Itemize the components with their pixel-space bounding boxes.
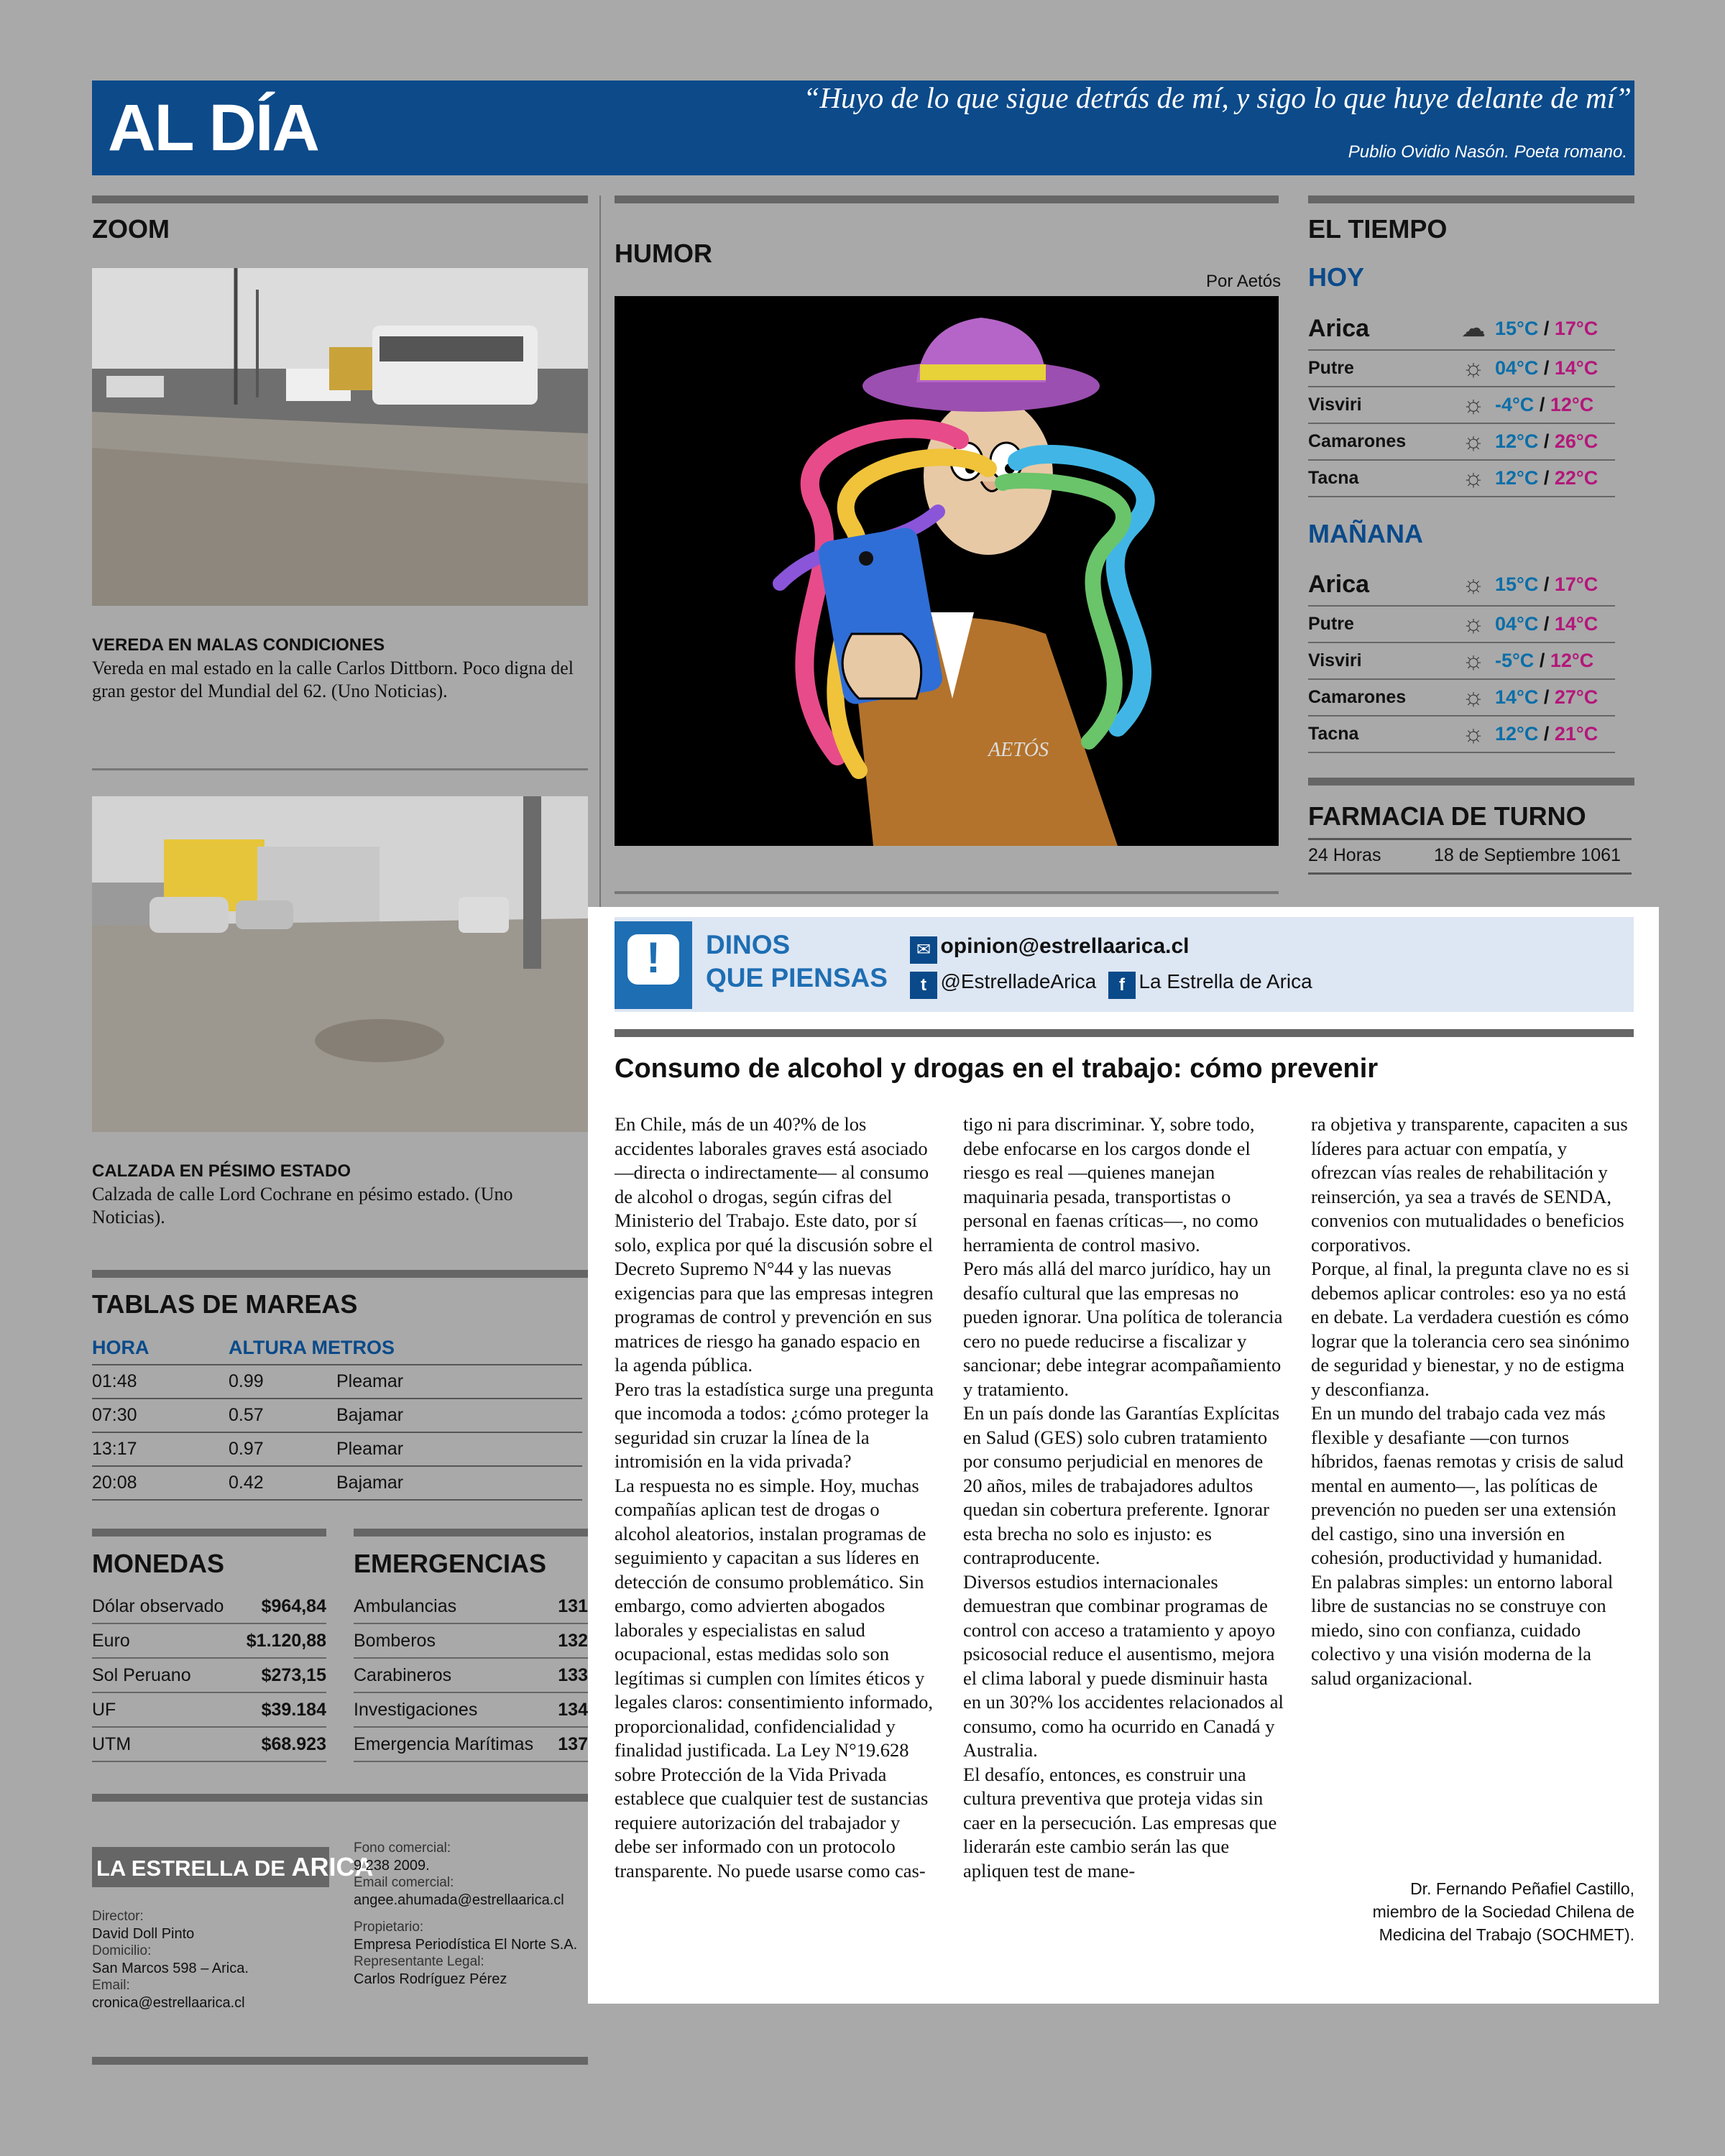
weather-city: Visviri <box>1308 650 1362 671</box>
temp-max: 14°C <box>1554 357 1598 379</box>
domicilio-value: San Marcos 598 – Arica. <box>92 1961 249 1976</box>
contact-facebook[interactable] <box>1108 970 1312 999</box>
contact-email[interactable] <box>910 934 1190 964</box>
emergency-number: 134 <box>558 1699 588 1720</box>
temp-min: 12°C <box>1495 430 1539 452</box>
emergencies-bar <box>354 1529 588 1537</box>
weather-title: EL TIEMPO <box>1308 214 1448 244</box>
zoom-bar <box>92 195 588 203</box>
currencies-list <box>92 1590 326 1762</box>
fono-value: 9 238 2009. <box>354 1858 430 1874</box>
tide-type: Pleamar <box>336 1432 582 1466</box>
weather-row <box>1308 680 1615 717</box>
pharmacy-address: 18 de Septiembre 1061 <box>1434 845 1621 865</box>
temp-separator: / <box>1543 430 1550 452</box>
emergency-name: Bomberos <box>354 1630 436 1651</box>
tide-height: 0.57 <box>229 1399 336 1432</box>
temp-min: 04°C <box>1495 357 1539 379</box>
temp-min: 15°C <box>1495 573 1539 595</box>
weather-tomorrow-label: MAÑANA <box>1308 519 1423 548</box>
tides-col-hour: HORA <box>92 1331 229 1365</box>
credits-right <box>354 1840 591 1988</box>
temp-separator: / <box>1543 467 1550 489</box>
temp-min: 15°C <box>1495 317 1539 339</box>
weather-city: Tacna <box>1308 724 1359 744</box>
sun-icon: ☼ <box>1462 391 1485 418</box>
zoom-caption-2: Calzada de calle Lord Cochrane en pésimo estado. (Uno Noticias). <box>92 1184 513 1227</box>
weather-city: Arica <box>1308 314 1370 342</box>
emergency-number: 133 <box>558 1664 588 1685</box>
tide-type: Bajamar <box>336 1466 582 1500</box>
temp-max: 12°C <box>1550 650 1594 671</box>
logo-text-b: ARICA <box>291 1852 374 1881</box>
currency-name: Sol Peruano <box>92 1664 191 1685</box>
currency-value: $39.184 <box>261 1699 326 1720</box>
article-column-3 <box>1311 1112 1634 1690</box>
tide-type: Bajamar <box>336 1399 582 1432</box>
article-column-1 <box>615 1112 938 1883</box>
temp-min: 12°C <box>1495 723 1539 745</box>
currency-value: $273,15 <box>261 1664 326 1685</box>
currency-name: UTM <box>92 1733 132 1754</box>
credits-bar <box>92 1794 588 1802</box>
domicilio-label: Domicilio: <box>92 1943 152 1958</box>
cartoon <box>615 296 1279 846</box>
table-row <box>92 1399 582 1432</box>
emergency-number: 137 <box>558 1733 588 1754</box>
pharmacy-divider-bottom <box>1308 872 1632 875</box>
currency-name: Euro <box>92 1630 130 1651</box>
twitter-icon: t <box>910 972 937 999</box>
director-label: Director: <box>92 1909 144 1924</box>
temp-min: 12°C <box>1495 467 1539 489</box>
weather-city: Visviri <box>1308 395 1362 415</box>
author-line-3: Medicina del Trabajo (SOCHMET). <box>1379 1925 1634 1944</box>
facebook-icon: f <box>1108 972 1136 999</box>
dinos-badge <box>615 921 692 1009</box>
paragraph: El desafío, entonces, es construir una cultura preventiva que proteja vidas sin caer en la persecución. Las empresas que liderarán este cambio serán las que apliquen test de mane- <box>963 1763 1277 1881</box>
tide-hour: 13:17 <box>92 1432 229 1466</box>
emergency-name: Carabineros <box>354 1664 452 1685</box>
representante-value: Carlos Rodríguez Pérez <box>354 1971 507 1987</box>
tide-height: 0.97 <box>229 1432 336 1466</box>
humor-bar <box>615 195 1279 203</box>
temp-max: 17°C <box>1554 573 1598 595</box>
list-item <box>92 1693 326 1728</box>
envelope-icon: ✉ <box>910 936 937 964</box>
emergency-name: Investigaciones <box>354 1699 478 1720</box>
zoom-divider <box>92 768 588 770</box>
temp-separator: / <box>1543 686 1550 708</box>
weather-row <box>1308 563 1615 607</box>
fono-label: Fono comercial: <box>354 1841 451 1856</box>
weather-row <box>1308 424 1615 461</box>
list-item <box>354 1728 588 1762</box>
temp-separator: / <box>1543 317 1550 339</box>
pharmacy-bar <box>1308 778 1634 786</box>
paragraph: En palabras simples: un entorno laboral libre de sustancias no se construye con miedo, sino con confianza, cuidado colectivo y una visión moderna de la salud organizacional. <box>1311 1570 1614 1689</box>
temp-min: -4°C <box>1495 394 1535 415</box>
weather-row <box>1308 643 1615 680</box>
currency-value: $68.923 <box>261 1733 326 1754</box>
sun-icon: ☼ <box>1462 464 1485 492</box>
zoom-title: ZOOM <box>92 214 170 244</box>
weather-row <box>1308 607 1615 643</box>
zoom-caption-1: Vereda en mal estado en la calle Carlos Dittborn. Poco digna del gran gestor del Mundial del 62. (Uno Noticias). <box>92 658 574 701</box>
weather-tomorrow-list <box>1308 563 1615 753</box>
emergency-name: Emergencia Marítimas <box>354 1733 534 1754</box>
credits-bottom-bar <box>92 2057 588 2065</box>
temp-separator: / <box>1539 394 1545 415</box>
paragraph: Diversos estudios internacionales demuestran que combinar programas de control con acceso a tratamiento y apoyo psicosocial reduce el ausentismo, mejora el clima laboral y puede disminuir hasta en un 30?% los accidentes relacionados al consumo, como ha ocurrido en Canadá y Australia. <box>963 1570 1284 1761</box>
weather-row <box>1308 387 1615 424</box>
tides-bar <box>92 1270 588 1278</box>
list-item <box>354 1590 588 1624</box>
tide-hour: 01:48 <box>92 1365 229 1399</box>
sun-icon: ☼ <box>1462 570 1485 598</box>
paragraph: Pero más allá del marco jurídico, hay un desafío cultural que las empresas no pueden ignorar. Una política de tolerancia cero no puede reducirse a fiscalizar y sancionar; debe integrar acompañamiento y tratamiento. <box>963 1258 1283 1400</box>
list-item <box>92 1590 326 1624</box>
paragraph: En un país donde las Garantías Explícitas en Salud (GES) solo cubren tratamiento por consumo perjudicial en menores de 20 años, miles de trabajadores adultos quedan sin cobertura preferente. Ignorar esta brecha no solo es injusto: es contraproducente. <box>963 1402 1280 1568</box>
emergency-name: Ambulancias <box>354 1595 457 1616</box>
temp-separator: / <box>1543 573 1550 595</box>
list-item <box>92 1659 326 1693</box>
weather-row <box>1308 461 1615 497</box>
currencies-bar <box>92 1529 326 1537</box>
weather-city: Putre <box>1308 358 1354 378</box>
exclamation-icon: ! <box>646 934 661 982</box>
temp-min: 14°C <box>1495 686 1539 708</box>
paragraph: Pero tras la estadística surge una pregunta que incomoda a todos: ¿cómo proteger la seguridad sin cruzar la línea de la intromisión en la vida privada? <box>615 1378 934 1472</box>
email-comercial-value: angee.ahumada@estrellaarica.cl <box>354 1892 564 1908</box>
zoom-caption-title-2: CALZADA EN PÉSIMO ESTADO <box>92 1161 351 1181</box>
temp-separator: / <box>1543 357 1550 379</box>
table-row <box>92 1432 582 1466</box>
temp-max: 12°C <box>1550 394 1594 415</box>
tide-hour: 07:30 <box>92 1399 229 1432</box>
emergencies-title: EMERGENCIAS <box>354 1549 547 1578</box>
article-column-2 <box>963 1112 1287 1883</box>
tide-height: 0.99 <box>229 1365 336 1399</box>
weather-city: Tacna <box>1308 468 1359 488</box>
cartoon-signature: AETÓS <box>988 739 1049 761</box>
tide-hour: 20:08 <box>92 1466 229 1500</box>
currency-value: $964,84 <box>261 1595 326 1616</box>
propietario-label: Propietario: <box>354 1920 424 1935</box>
tide-height: 0.42 <box>229 1466 336 1500</box>
temp-max: 17°C <box>1554 317 1598 339</box>
temp-max: 22°C <box>1554 467 1598 489</box>
paragraph: Porque, al final, la pregunta clave no es si debemos aplicar controles: eso ya no está en debate. La verdadera cuestión es cómo lograr que la tolerancia cero sea sinónimo de seguridad y bienestar, y no de estigma y desconfianza. <box>1311 1258 1629 1400</box>
weather-today-list <box>1308 308 1615 497</box>
list-item <box>354 1693 588 1728</box>
weather-bar <box>1308 195 1634 203</box>
cloud-icon: ☁ <box>1461 315 1486 342</box>
weather-row <box>1308 717 1615 753</box>
paragraph: En un mundo del trabajo cada vez más flexible y desafiante —con turnos híbridos, faenas remotas y crisis de salud mental en aumento—, las políticas de prevención no pueden ser una extensión del castigo, sino una inversión en cohesión, productividad y humanidad. <box>1311 1402 1624 1568</box>
tides-col-height: ALTURA METROS <box>229 1331 582 1365</box>
dinos-title-2: QUE PIENSAS <box>706 963 888 992</box>
humor-title: HUMOR <box>615 239 712 268</box>
temp-max: 21°C <box>1554 723 1598 745</box>
director-name: David Doll Pinto <box>92 1926 195 1942</box>
tides-title: TABLAS DE MAREAS <box>92 1289 358 1319</box>
email-label: Email: <box>92 1978 130 1993</box>
temp-separator: / <box>1543 723 1550 745</box>
emergency-number: 131 <box>558 1595 588 1616</box>
author-line-2: miembro de la Sociedad Chilena de <box>1372 1902 1634 1921</box>
logo-text-a: LA ESTRELLA DE <box>96 1856 292 1881</box>
emergencies-list <box>354 1590 588 1762</box>
temp-min: -5°C <box>1495 650 1535 671</box>
weather-city: Putre <box>1308 614 1354 634</box>
currency-value: $1.120,88 <box>246 1630 326 1651</box>
paragraph: tigo ni para discriminar. Y, sobre todo, debe enfocarse en los cargos donde el riesgo es real —quienes manejan maquinaria pesada, transportistas o personal en faenas críticas—, no como herramienta de control masivo. <box>963 1113 1259 1256</box>
representante-label: Representante Legal: <box>354 1954 484 1969</box>
currency-name: UF <box>92 1699 116 1720</box>
list-item <box>354 1624 588 1659</box>
temp-max: 26°C <box>1554 430 1598 452</box>
sun-icon: ☼ <box>1462 683 1485 711</box>
weather-today-label: HOY <box>1308 262 1365 292</box>
table-row <box>92 1365 582 1399</box>
propietario-value: Empresa Periodística El Norte S.A. <box>354 1937 578 1953</box>
list-item <box>92 1624 326 1659</box>
emergency-number: 132 <box>558 1630 588 1651</box>
header-quote: “Huyo de lo que sigue detrás de mí, y sigo lo que huye delante de mí” <box>803 81 1632 114</box>
humor-bottom-rule <box>615 891 1279 894</box>
column-divider <box>599 195 601 914</box>
zoom-photo-1 <box>92 268 588 606</box>
list-item <box>354 1659 588 1693</box>
zoom-photo-2 <box>92 796 588 1132</box>
article-author <box>1275 1877 1634 1946</box>
sun-icon: ☼ <box>1462 354 1485 382</box>
contact-twitter-text[interactable]: @EstrelladeArica <box>940 970 1097 992</box>
paragraph: En Chile, más de un 40?% de los accidentes laborales graves está asociado —directa o indirectamente— al consumo de alcohol o drogas, según cifras del Ministerio del Trabajo. Este dato, por sí solo, explica por qué la discusión sobre el Decreto Supremo N°44 y las nuevas exigencias para que las empresas integren programas de control y prevención en sus matrices de riesgo ha ganado espacio en la agenda pública. <box>615 1113 934 1376</box>
contact-twitter[interactable] <box>910 970 1096 999</box>
temp-max: 27°C <box>1554 686 1598 708</box>
zoom-caption-title-1: VEREDA EN MALAS CONDICIONES <box>92 635 385 655</box>
author-line-1: Dr. Fernando Peñafiel Castillo, <box>1410 1879 1634 1898</box>
pharmacy-divider <box>1308 838 1632 840</box>
section-title: AL DÍA <box>108 91 318 165</box>
temp-max: 14°C <box>1554 613 1598 635</box>
temp-separator: / <box>1539 650 1545 671</box>
quote-author: Publio Ovidio Nasón. Poeta romano. <box>1348 142 1627 162</box>
tide-type: Pleamar <box>336 1365 582 1399</box>
weather-row <box>1308 351 1615 387</box>
weather-city: Camarones <box>1308 431 1407 451</box>
weather-city: Arica <box>1308 570 1370 598</box>
sun-icon: ☼ <box>1462 720 1485 747</box>
article-title: Consumo de alcohol y drogas en el trabajo: cómo prevenir <box>615 1054 1379 1084</box>
table-row <box>92 1466 582 1500</box>
paragraph: ra objetiva y transparente, capaciten a sus líderes para actuar con empatía, y ofrezcan vías reales de rehabilitación y reinserción, ya sea a través de SENDA, convenios con mutualidades o beneficios corporativos. <box>1311 1113 1628 1256</box>
article-bar <box>615 1029 1634 1037</box>
temp-separator: / <box>1543 613 1550 635</box>
dinos-title-1: DINOS <box>706 930 791 959</box>
credits-left <box>92 1908 329 2012</box>
contact-email-text[interactable]: opinion@estrellaarica.cl <box>940 934 1190 958</box>
tides-table <box>92 1331 582 1501</box>
newspaper-logo <box>92 1847 374 1887</box>
sun-icon: ☼ <box>1462 428 1485 455</box>
contact-facebook-text[interactable]: La Estrella de Arica <box>1138 970 1312 992</box>
currencies-title: MONEDAS <box>92 1549 225 1578</box>
weather-city: Camarones <box>1308 687 1407 707</box>
temp-min: 04°C <box>1495 613 1539 635</box>
list-item <box>92 1728 326 1762</box>
paragraph: La respuesta no es simple. Hoy, muchas compañías aplican test de drogas o alcohol aleatorios, instalan programas de seguimiento y capacitan a sus líderes en detección de consumo problemático. Sin embargo, como advierten abogados laborales y especialistas en salud ocupacional, estas medidas solo son legítimas si cumplen con límites éticos y legales claros: consentimiento informado, proporcionalidad, confidencialidad y finalidad justificada. La Ley N°19.628 sobre Protección de la Vida Privada establece que cualquier test de sustancias requiere autorización del trabajador y debe ser informado con un protocolo transparente. No puede usarse como cas- <box>615 1474 934 1881</box>
sun-icon: ☼ <box>1462 647 1485 674</box>
email-comercial-label: Email comercial: <box>354 1875 454 1890</box>
pharmacy-title: FARMACIA DE TURNO <box>1308 801 1586 831</box>
currency-name: Dólar observado <box>92 1595 224 1616</box>
humor-credit: Por Aetós <box>1206 272 1282 291</box>
email-value: cronica@estrellaarica.cl <box>92 1995 245 2011</box>
pharmacy-hours: 24 Horas <box>1308 845 1381 865</box>
sun-icon: ☼ <box>1462 610 1485 637</box>
weather-row <box>1308 308 1615 351</box>
